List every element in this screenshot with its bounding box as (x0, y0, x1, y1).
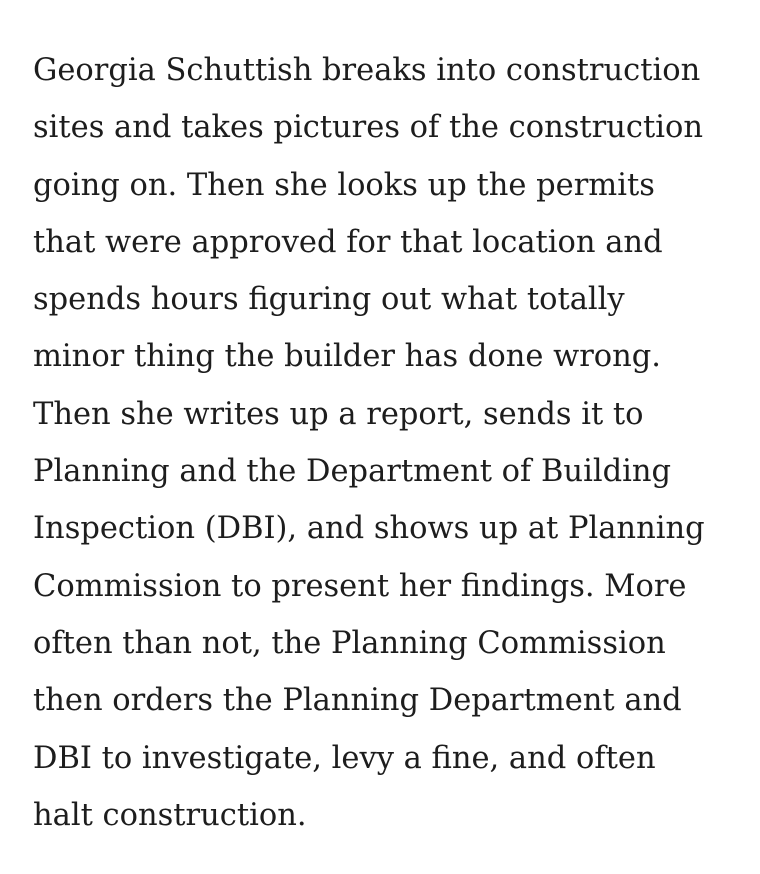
paragraph-line: halt construction. (33, 797, 307, 833)
paragraph-line: Inspection (DBI), and shows up at Planning (33, 511, 705, 547)
paragraph-line: Commission to present her findings. More (33, 568, 687, 604)
paragraph-line: minor thing the builder has done wrong. (33, 339, 662, 375)
paragraph-line: spends hours figuring out what totally (33, 282, 625, 318)
paragraph-line: Georgia Schuttish breaks into construction (33, 53, 701, 88)
paragraph-line: DBI to investigate, levy a fine, and often (33, 740, 656, 776)
paragraph-line: Planning and the Department of Building (33, 454, 672, 490)
paragraph-line: often than not, the Planning Commission (33, 625, 666, 661)
paragraph-line: then orders the Planning Department and (33, 683, 682, 719)
body-paragraph (33, 42, 733, 844)
article-body (33, 42, 733, 844)
paragraph-line: sites and takes pictures of the construction (33, 110, 703, 146)
paragraph-line: that were approved for that location and (33, 224, 663, 260)
paragraph-line: going on. Then she looks up the permits (33, 167, 655, 203)
paragraph-line: Then she writes up a report, sends it to (33, 396, 644, 432)
